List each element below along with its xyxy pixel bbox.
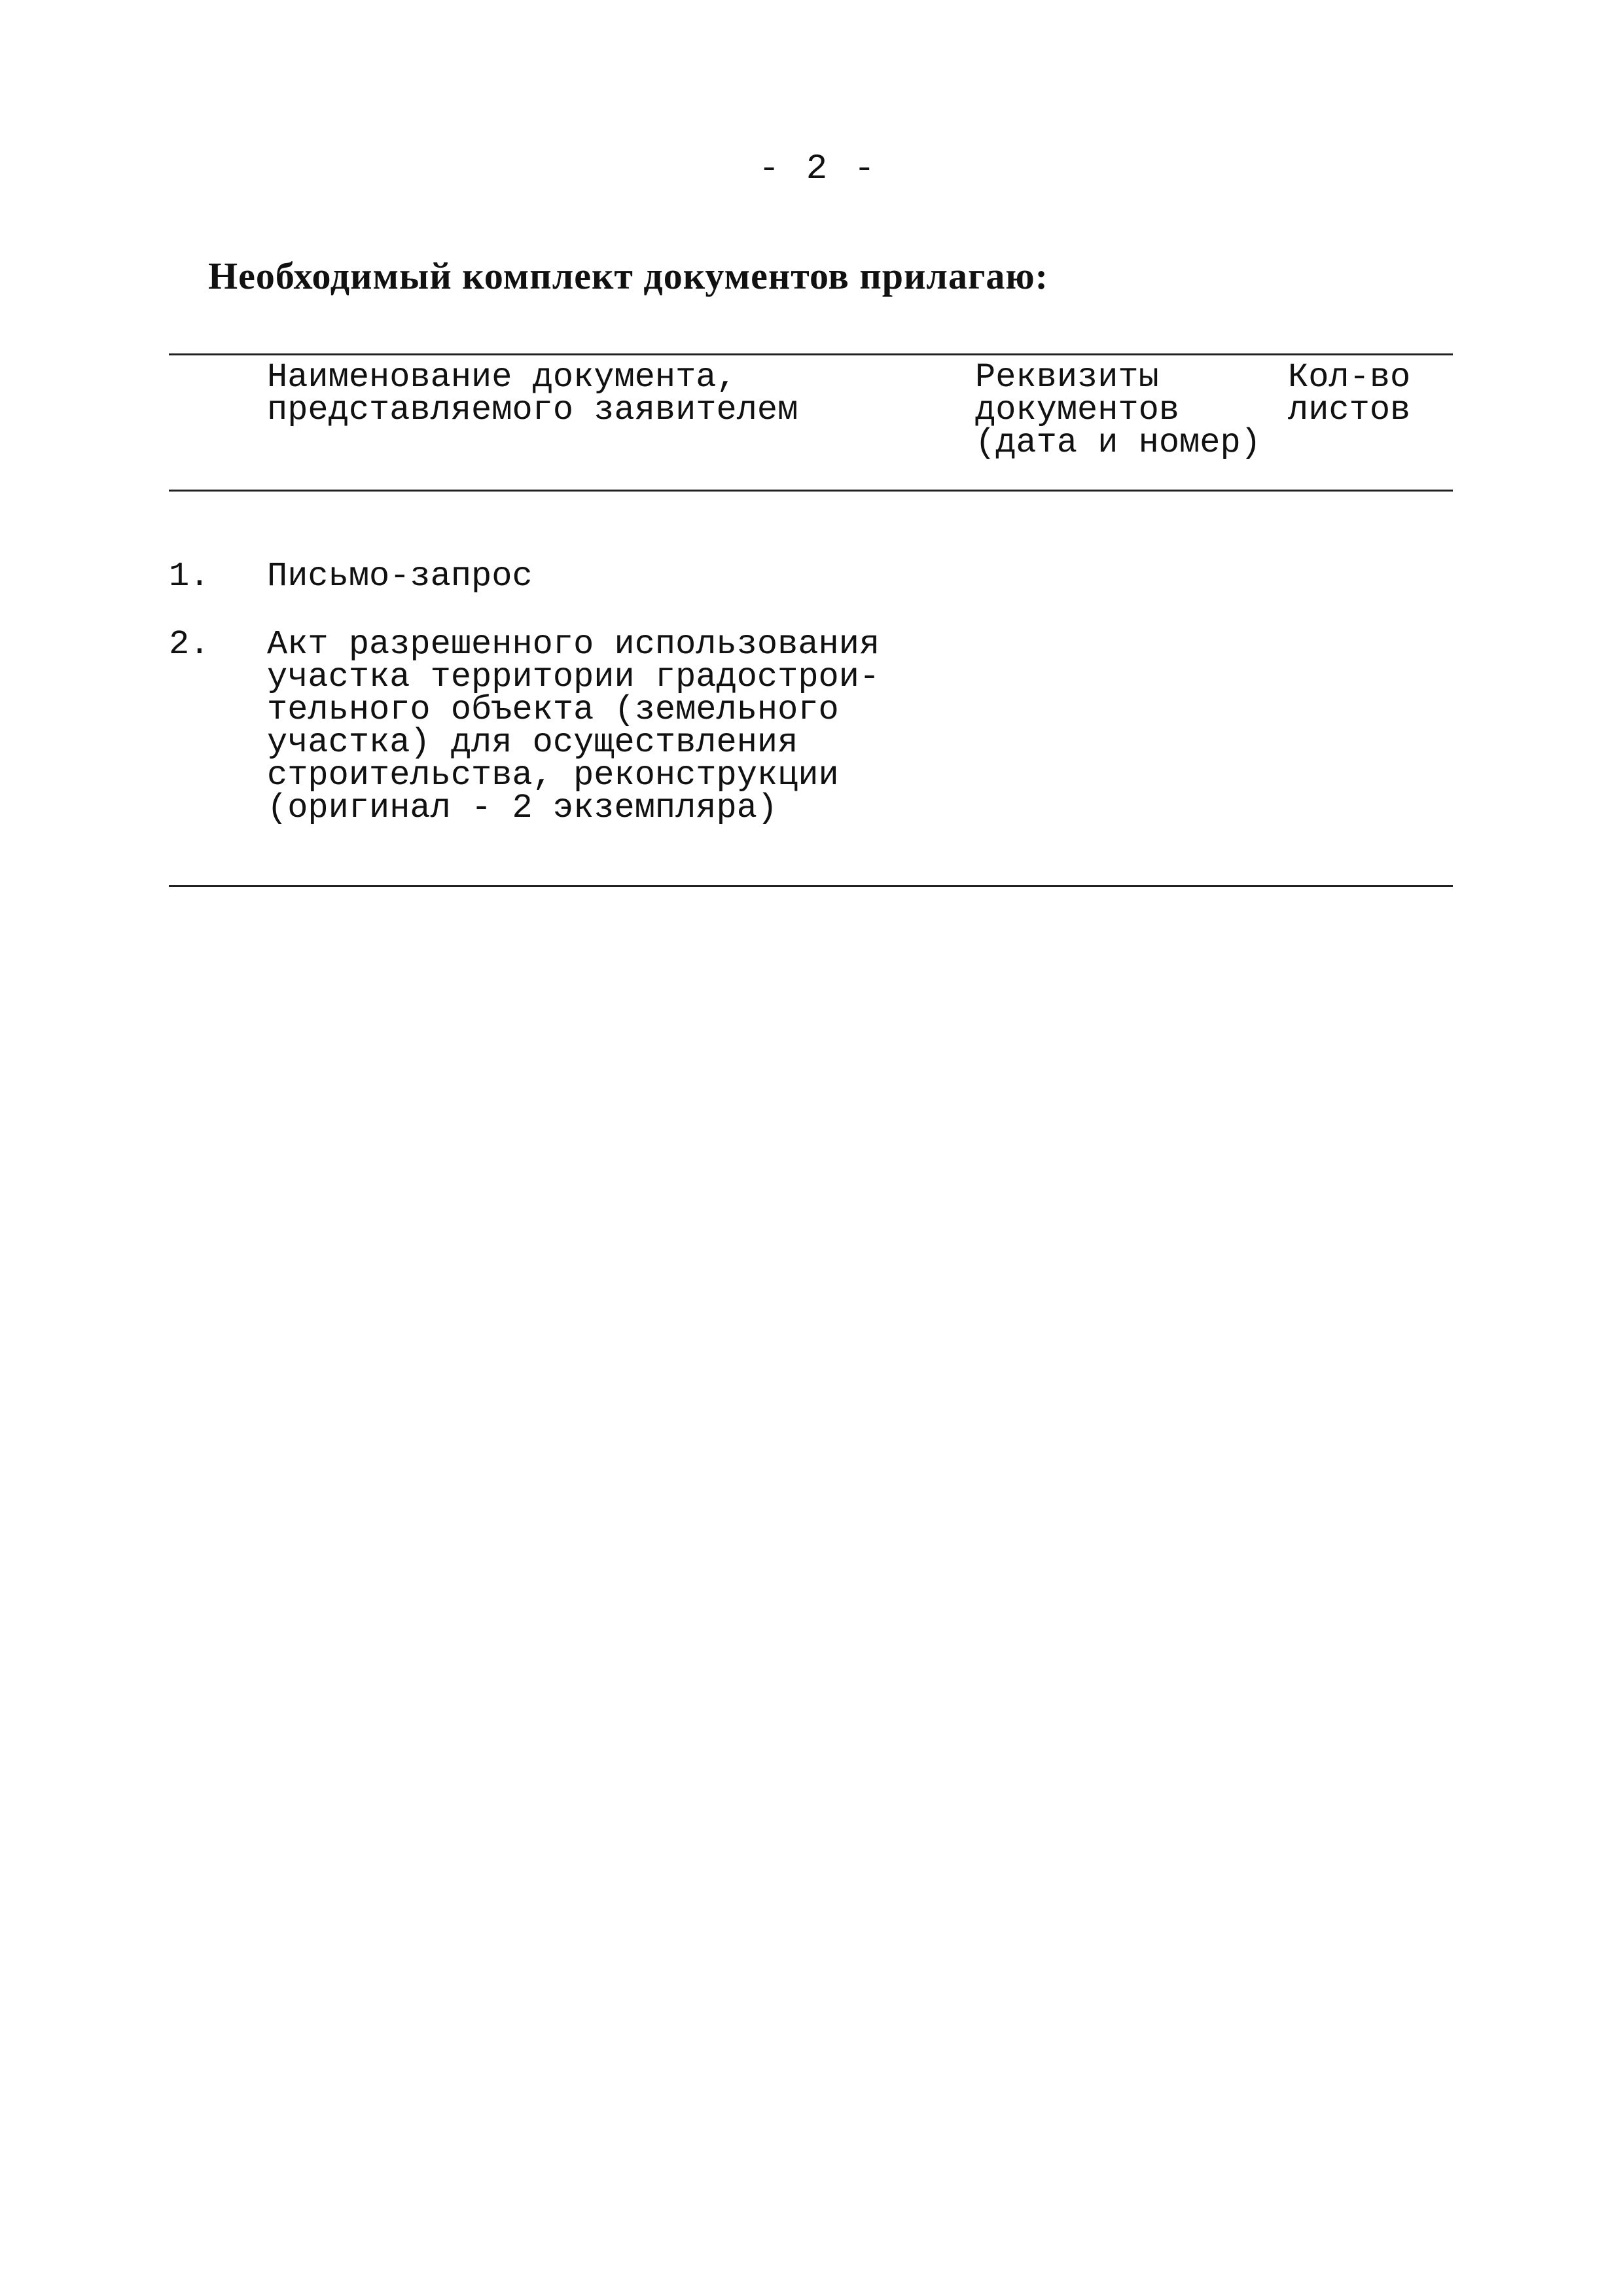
table-top-rule [169,353,1453,355]
column-header-sheet-count: Кол-во листов [1288,358,1411,429]
page-heading: Необходимый комплект документов прилагаю: [208,255,1048,297]
table-header-rule [169,490,1453,492]
table-row-number: 2. [169,625,210,664]
table-row-document-name: Акт разрешенного использования участка территории градострои- тельного объекта (земельного участка) для осуществления строительства, реконструкции (оригинал - 2 экземпляра) [267,625,880,827]
column-header-document-name: Наименование документа, представляемого заявителем [267,358,798,429]
table-row-number: 1. [169,557,210,596]
table-bottom-rule [169,885,1453,887]
table-row-document-name: Письмо-запрос [267,557,533,596]
page-number: - 2 - [758,149,878,189]
column-header-requisites: Реквизиты документов (дата и номер) [975,358,1261,462]
